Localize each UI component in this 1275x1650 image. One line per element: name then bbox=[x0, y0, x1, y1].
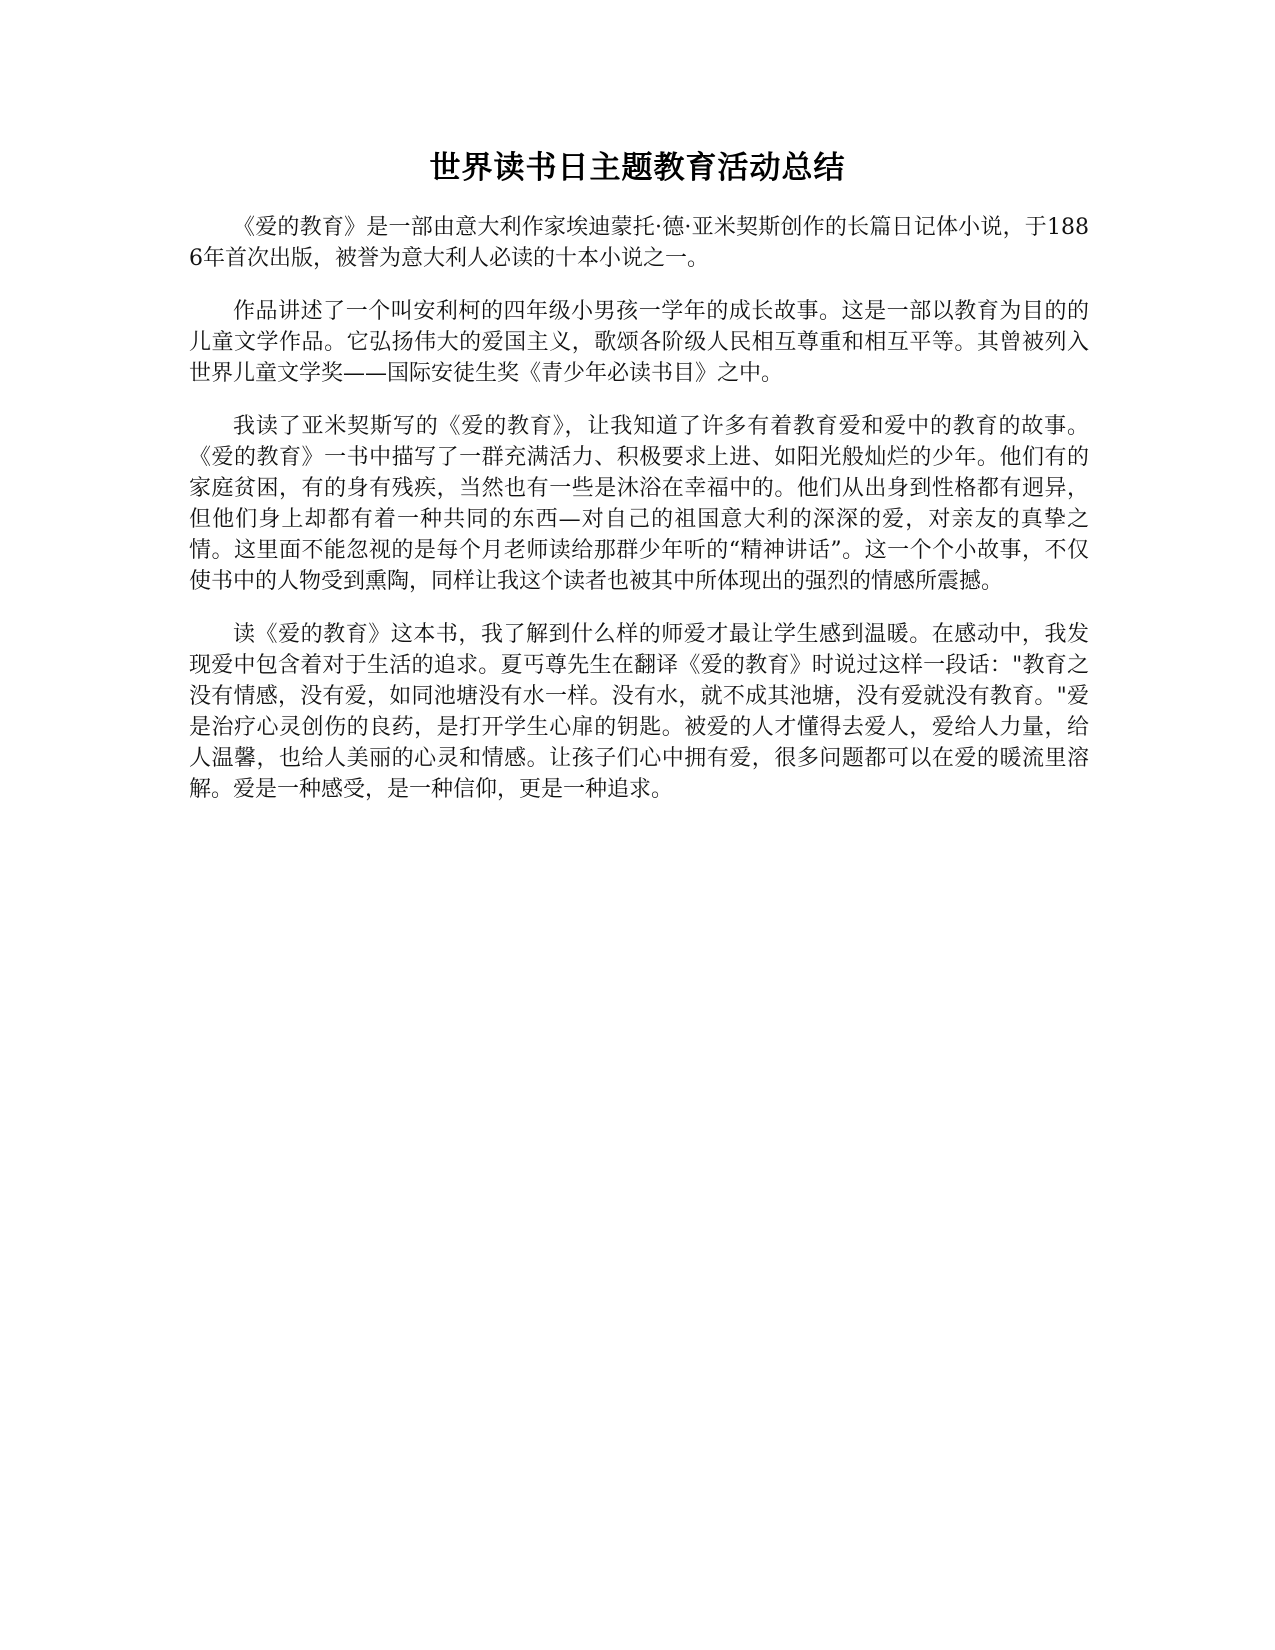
paragraph-3: 我读了亚米契斯写的《爱的教育》，让我知道了许多有着教育爱和爱中的教育的故事。《爱的教育》一书中描写了一群充满活力、积极要求上进、如阳光般灿烂的少年。他们有的家庭贫困，有的身有残疾，当然也有一些是沐浴在幸福中的。他们从出身到性格都有迥异，但他们身上却都有着一种共同的东西—对自己的祖国意大利的深深的爱，对亲友的真挚之情。这里面不能忽视的是每个月老师读给那群少年听的“精神讲话”。这一个个小故事，不仅使书中的人物受到熏陶，同样让我这个读者也被其中所体现出的强烈的情感所震撼。 bbox=[189, 414, 1089, 594]
paragraph-2: 作品讲述了一个叫安利柯的四年级小男孩一学年的成长故事。这是一部以教育为目的的儿童文学作品。它弘扬伟大的爱国主义，歌颂各阶级人民相互尊重和相互平等。其曾被列入世界儿童文学奖——国际安徒生奖《青少年必读书目》之中。 bbox=[189, 299, 1089, 386]
document-title: 世界读书日主题教育活动总结 bbox=[429, 150, 846, 186]
paragraph-4: 读《爱的教育》这本书，我了解到什么样的师爱才最让学生感到温暖。在感动中，我发现爱中包含着对于生活的追求。夏丐尊先生在翻译《爱的教育》时说过这样一段话："教育之没有情感，没有爱，如同池塘没有水一样。没有水，就不成其池塘，没有爱就没有教育。"爱是治疗心灵创伤的良药，是打开学生心扉的钥匙。被爱的人才懂得去爱人，爱给人力量，给人温馨，也给人美丽的心灵和情感。让孩子们心中拥有爱，很多问题都可以在爱的暖流里溶解。爱是一种感受，是一种信仰，更是一种追求。 bbox=[189, 622, 1089, 802]
document-body bbox=[189, 212, 1089, 827]
paragraph-1: 《爱的教育》是一部由意大利作家埃迪蒙托·德·亚米契斯创作的长篇日记体小说，于1886年首次出版，被誉为意大利人必读的十本小说之一。 bbox=[189, 215, 1089, 271]
